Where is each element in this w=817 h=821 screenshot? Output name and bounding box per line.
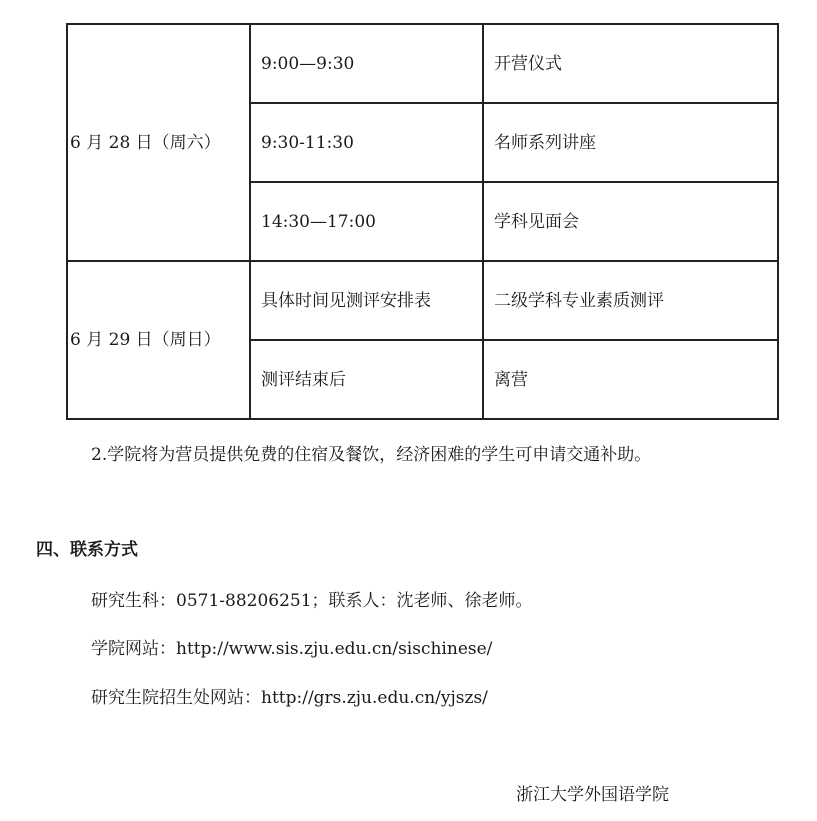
- time-cell: 14:30—17:00: [250, 182, 483, 261]
- date-cell-day2: 6 月 29 日（周日）: [67, 261, 250, 419]
- time-cell: 测评结束后: [250, 340, 483, 419]
- time-cell: 9:30-11:30: [250, 103, 483, 182]
- event-cell: 开营仪式: [483, 24, 778, 103]
- event-cell: 名师系列讲座: [483, 103, 778, 182]
- table-row: [67, 24, 778, 103]
- section-heading-contact: 四、联系方式: [36, 540, 138, 560]
- date-cell-day1: 6 月 28 日（周六）: [67, 24, 250, 261]
- time-cell: 9:00—9:30: [250, 24, 483, 103]
- time-cell: 具体时间见测评安排表: [250, 261, 483, 340]
- contact-phone-line: 研究生科：0571-88206251；联系人：沈老师、徐老师。: [91, 591, 533, 611]
- schedule-table: [66, 23, 779, 420]
- table-row: [67, 261, 778, 340]
- college-website-line: 学院网站：http://www.sis.zju.edu.cn/sischinese/: [91, 639, 493, 659]
- subsidy-note: 2.学院将为营员提供免费的住宿及餐饮，经济困难的学生可申请交通补助。: [91, 445, 652, 465]
- event-cell: 学科见面会: [483, 182, 778, 261]
- event-cell: 二级学科专业素质测评: [483, 261, 778, 340]
- grad-admissions-website-line: 研究生院招生处网站：http://grs.zju.edu.cn/yjszs/: [91, 688, 488, 708]
- event-cell: 离营: [483, 340, 778, 419]
- signature: 浙江大学外国语学院: [516, 785, 669, 805]
